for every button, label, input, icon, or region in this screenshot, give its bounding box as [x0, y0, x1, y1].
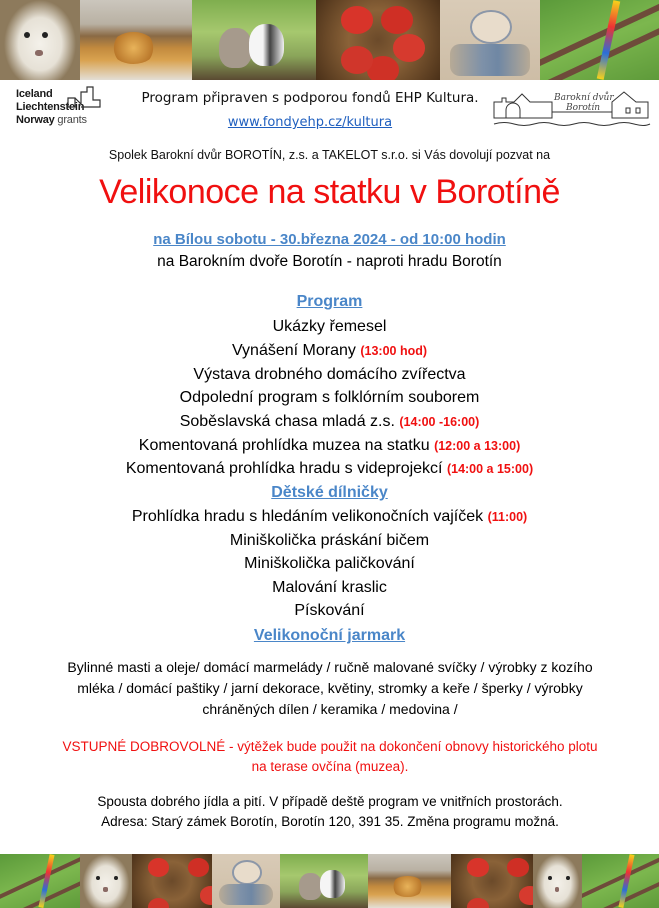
eea-norway: Norway — [16, 114, 55, 126]
kids-item — [0, 508, 659, 526]
program-item — [0, 437, 659, 455]
kids-item-text: Pískování — [294, 602, 365, 619]
section-heading-program[interactable]: Program — [296, 293, 363, 310]
program-item — [0, 366, 659, 384]
kids-item-text: Prohlídka hradu s hledáním velikonočních vajíček — [131, 508, 484, 525]
invitation-line: Spolek Barokní dvůr BOROTÍN, z.s. a TAKELOT s.r.o. si Vás dovolují pozvat na — [108, 148, 551, 162]
kids-item — [0, 532, 659, 550]
market-description: Bylinné masti a oleje/ domácí marmelády / ručně malované svíčky / výrobky z kozího mléka / domácí paštiky / jarní dekorace, květiny, stromky a keře / šperky / výrobky chráněných dílen / keramika / medovina / — [67, 659, 593, 717]
castle-outline-icon — [492, 88, 652, 134]
program-item-text: Komentovaná prohlídka hradu s videprojekcí — [125, 460, 443, 477]
morana-photo — [440, 0, 540, 80]
kids-item-text: Miniškolička práskání bičem — [229, 532, 430, 549]
bread-photo — [80, 0, 192, 80]
kids-item-time: (11:00) — [487, 510, 528, 524]
eea-line-iceland: Iceland — [16, 88, 53, 100]
barokni-dvur-logo — [492, 88, 652, 134]
program-item-text: Výstava drobného domácího zvířectva — [193, 366, 466, 383]
program-item — [0, 460, 659, 478]
program-item — [0, 318, 659, 336]
section-heading-kids-workshops[interactable]: Dětské dílničky — [271, 484, 388, 501]
lamb-photo — [533, 854, 582, 908]
section-heading-easter-market[interactable]: Velikonoční jarmark — [253, 627, 406, 644]
program-item — [0, 413, 659, 431]
lamb-photo — [80, 854, 132, 908]
kids-item — [0, 555, 659, 573]
kids-item — [0, 579, 659, 597]
program-item-time: (12:00 a 13:00) — [434, 439, 521, 453]
bunny-photo — [280, 854, 368, 908]
support-text: Program připraven s podporou fondů EHP Kultura. — [141, 90, 479, 106]
maypole-photo — [0, 854, 80, 908]
page-title: Velikonoce na statku v Borotíně — [99, 173, 560, 211]
bottom-photo-strip — [0, 854, 659, 908]
footer-info — [40, 792, 620, 832]
program-item — [0, 342, 659, 360]
program-item — [0, 389, 659, 407]
entrance-notice: VSTUPNÉ DOBROVOLNÉ - výtěžek bude použit na dokončení obnovy historického plotu na terase ovčína (muzea). — [62, 739, 598, 774]
top-photo-strip — [0, 0, 659, 80]
easter-eggs-photo — [132, 854, 212, 908]
maypole-photo — [582, 854, 659, 908]
bunny-photo — [192, 0, 316, 80]
date-link[interactable]: na Bílou sobotu - 30.března 2024 - od 10:00 hodin — [153, 231, 506, 248]
svg-text:Borotín: Borotín — [566, 103, 601, 113]
support-url-link[interactable]: www.fondyehp.cz/kultura — [227, 115, 393, 130]
program-item-time: (14:00 a 15:00) — [446, 462, 534, 476]
kids-item-text: Miniškolička paličkování — [244, 555, 415, 572]
bread-photo — [368, 854, 451, 908]
program-item-time: (14:00 -16:00) — [399, 415, 480, 429]
kids-item-text: Malování kraslic — [272, 579, 387, 596]
program-item-text: Komentovaná prohlídka muzea na statku — [138, 437, 430, 454]
footer-line-food: Spousta dobrého jídla a pití. V případě deště program ve vnitřních prostorách. — [97, 794, 563, 809]
program-item-text: Vynášení Morany — [231, 342, 356, 359]
eea-line-liechtenstein: Liechtenstein — [16, 101, 85, 113]
program-item-text: Ukázky řemesel — [272, 318, 387, 335]
svg-text:Barokní dvůr: Barokní dvůr — [554, 93, 614, 103]
venue-line: na Barokním dvoře Borotín - naproti hradu Borotín — [157, 253, 502, 270]
easter-eggs-photo — [451, 854, 533, 908]
lamb-photo — [0, 0, 80, 80]
program-item-text: Soběslavská chasa mladá z.s. — [179, 413, 395, 430]
footer-line-address: Adresa: Starý zámek Borotín, Borotín 120, 391 35. Změna programu možná. — [101, 814, 559, 829]
kids-item — [0, 602, 659, 620]
easter-eggs-photo — [316, 0, 440, 80]
maypole-photo — [540, 0, 659, 80]
morana-photo — [212, 854, 280, 908]
eea-grants: grants — [57, 114, 87, 126]
program-item-time: (13:00 hod) — [360, 344, 428, 358]
program-item-text: Odpolední program s folklórním souborem — [179, 389, 480, 406]
